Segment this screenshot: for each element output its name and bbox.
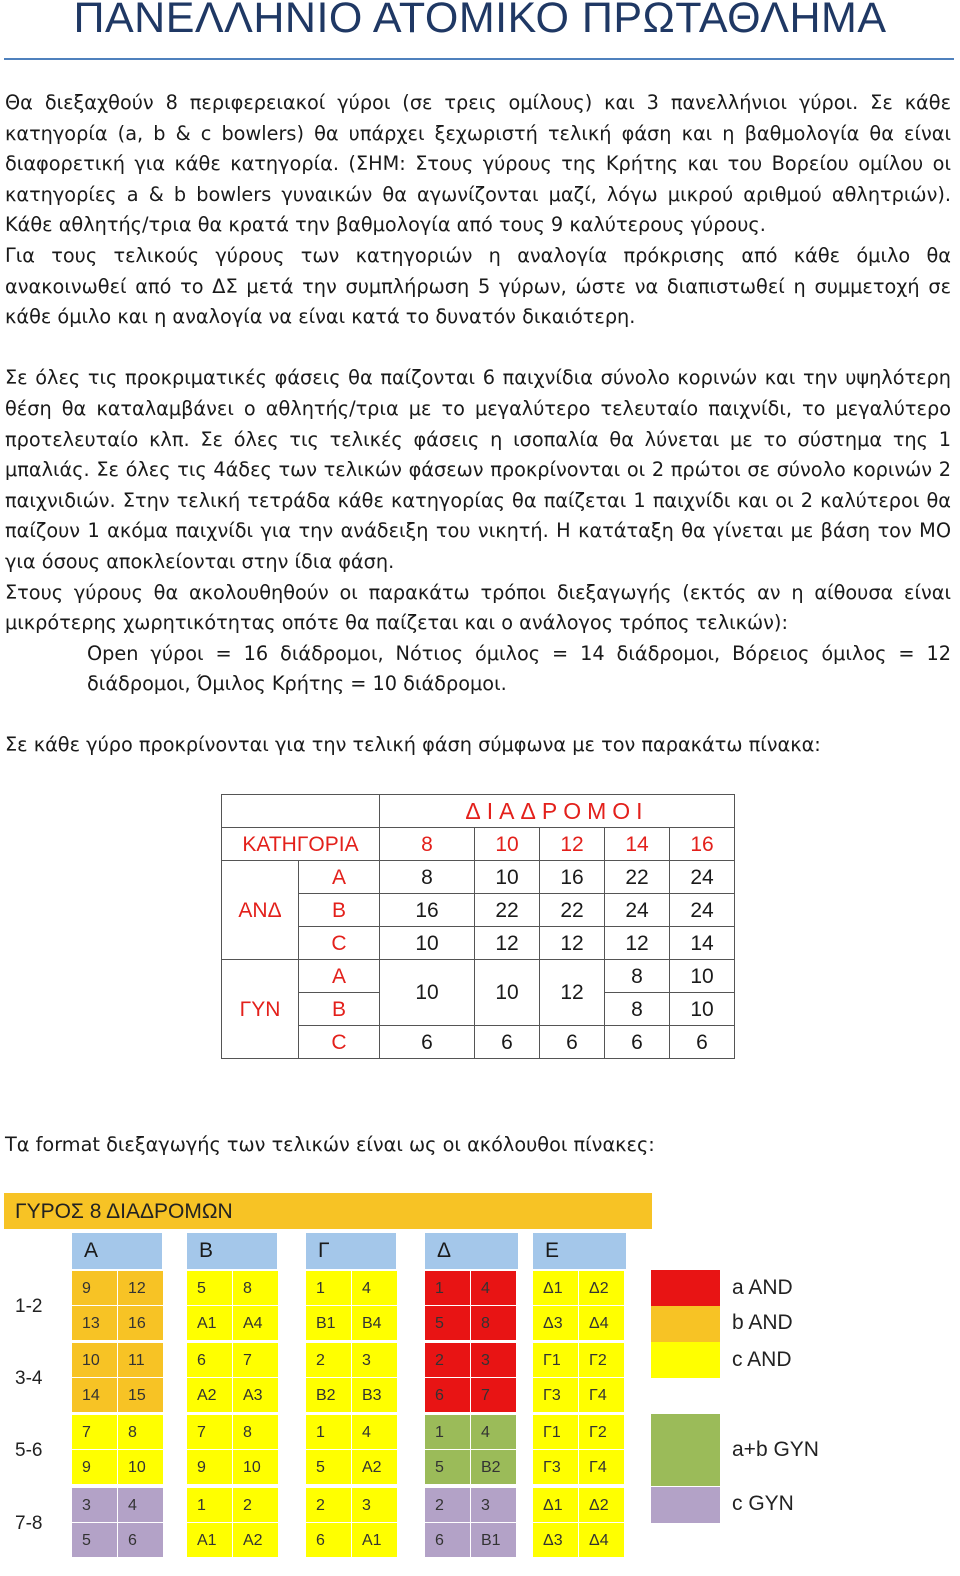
women-class-b: B <box>299 993 380 1026</box>
table-cell: 8 <box>380 861 475 894</box>
lane-cell-value: Δ4 <box>589 1315 609 1332</box>
lane-cell-value: 5 <box>316 1459 325 1476</box>
lane-cell <box>72 1271 117 1305</box>
lane-cell <box>306 1523 351 1557</box>
lane-cell-value: Α1 <box>197 1315 217 1332</box>
lane-cell <box>118 1450 163 1484</box>
lane-cell-value: Β2 <box>316 1387 336 1404</box>
table-cell: 6 <box>670 1026 735 1059</box>
lane-cell-value: 6 <box>128 1532 137 1549</box>
lane-cell-value: 2 <box>316 1352 325 1369</box>
lane-cell-value: 1 <box>435 1424 444 1441</box>
lane-cell-value: 4 <box>481 1424 490 1441</box>
lane-cell <box>471 1415 516 1449</box>
title-underline <box>4 58 954 60</box>
lanes-8: 8 <box>380 828 475 861</box>
lanes-16: 16 <box>670 828 735 861</box>
lane-cell <box>187 1415 232 1449</box>
lane-cell-value: 3 <box>481 1352 490 1369</box>
table-cell: 12 <box>605 927 670 960</box>
lane-cell <box>579 1488 624 1522</box>
lane-cell <box>471 1450 516 1484</box>
group-header-1 <box>72 1233 162 1269</box>
lane-cell-value: 10 <box>128 1459 146 1476</box>
table-cell: 10 <box>670 960 735 993</box>
table-cell: 10 <box>475 861 540 894</box>
lane-cell <box>471 1523 516 1557</box>
lane-cell <box>352 1306 397 1340</box>
lane-cell-value: 13 <box>82 1315 100 1332</box>
lane-cell <box>533 1450 578 1484</box>
lane-cell <box>187 1488 232 1522</box>
lane-cell-value: 8 <box>128 1424 137 1441</box>
lane-cell <box>72 1306 117 1340</box>
lane-cell <box>579 1343 624 1377</box>
lane-cell <box>579 1378 624 1412</box>
women-class-c: C <box>299 1026 380 1059</box>
lane-cell <box>187 1271 232 1305</box>
lane-cell <box>471 1378 516 1412</box>
table-cell: 8 <box>605 993 670 1026</box>
lane-cell <box>118 1271 163 1305</box>
lane-cell <box>118 1343 163 1377</box>
lane-cell <box>306 1343 351 1377</box>
lane-cell-value: 8 <box>481 1315 490 1332</box>
lane-cell-value: 1 <box>316 1280 325 1297</box>
lane-cell-value: 10 <box>243 1459 261 1476</box>
legend-swatch <box>651 1306 720 1342</box>
lane-cell <box>425 1415 470 1449</box>
lane-cell <box>425 1523 470 1557</box>
lane-cell <box>118 1306 163 1340</box>
lane-cell-value: 11 <box>128 1352 145 1369</box>
lane-cell-value: 2 <box>435 1497 444 1514</box>
row-label-games: 5-6 <box>15 1440 43 1461</box>
table-cell: 6 <box>380 1026 475 1059</box>
lane-cell <box>579 1523 624 1557</box>
lane-cell-value: Β1 <box>316 1315 336 1332</box>
lane-cell-value: 15 <box>128 1387 146 1404</box>
lane-cell-value: Δ2 <box>589 1497 609 1514</box>
lane-cell <box>352 1488 397 1522</box>
lane-cell <box>233 1415 278 1449</box>
legend-swatch <box>651 1414 720 1486</box>
lane-cell-value: 7 <box>82 1424 91 1441</box>
lane-cell <box>233 1488 278 1522</box>
page-title: ΠΑΝΕΛΛΗΝΙΟ ΑΤΟΜΙΚΟ ΠΡΩΤΑΘΛΗΜΑ <box>73 0 887 42</box>
group-header-label: Α <box>84 1239 99 1262</box>
lane-cell-value: 3 <box>362 1352 371 1369</box>
lane-cell-value: 4 <box>362 1424 371 1441</box>
lane-cell <box>471 1343 516 1377</box>
lane-cell-value: 3 <box>362 1497 371 1514</box>
lane-cell-value: 4 <box>481 1280 490 1297</box>
lane-cell <box>425 1450 470 1484</box>
table-cell: 24 <box>670 861 735 894</box>
lane-cell-value: Δ4 <box>589 1532 609 1549</box>
lane-cell-value: 3 <box>82 1497 91 1514</box>
lane-cell-value: Γ4 <box>589 1387 607 1404</box>
table-cell: 12 <box>475 927 540 960</box>
legend-label: b AND <box>732 1311 793 1334</box>
lane-cell-value: Α2 <box>197 1387 217 1404</box>
lane-cell <box>352 1271 397 1305</box>
lane-cell-value: 9 <box>82 1459 91 1476</box>
paragraph-formats-intro: Στους γύρους θα ακολουθηθούν οι παρακάτω τρόποι διεξαγωγής (εκτός αν η αίθουσα είναι μικρότερης χωρητικότητας οπότε θα παίζεται και ο ανάλογος τρόπος τελικών): <box>5 580 951 635</box>
table-corner <box>222 795 380 828</box>
lane-cell <box>579 1415 624 1449</box>
row-label-games: 1-2 <box>15 1296 43 1317</box>
lane-cell <box>425 1378 470 1412</box>
lane-cell <box>233 1306 278 1340</box>
lane-cell-value: Δ2 <box>589 1280 609 1297</box>
lane-cell-value: 6 <box>197 1352 206 1369</box>
lane-cell <box>352 1523 397 1557</box>
lane-cell-value: Α2 <box>362 1459 382 1476</box>
table-cell: 10 <box>670 993 735 1026</box>
lane-cell <box>72 1488 117 1522</box>
lane-cell <box>233 1343 278 1377</box>
legend-label: a AND <box>732 1276 793 1299</box>
legend-swatch <box>651 1342 720 1378</box>
lane-cell-value: 8 <box>243 1280 252 1297</box>
lane-cell <box>471 1488 516 1522</box>
lane-cell-value: 1 <box>316 1424 325 1441</box>
format-caption: Τα format διεξαγωγής των τελικών είναι ως οι ακόλουθοι πίνακες: <box>5 1133 655 1156</box>
qualification-table <box>221 794 735 1059</box>
lane-cell <box>187 1523 232 1557</box>
lane-cell-value: 3 <box>481 1497 490 1514</box>
lane-cell-value: Β3 <box>362 1387 382 1404</box>
lane-cell <box>533 1271 578 1305</box>
lane-cell <box>306 1271 351 1305</box>
lane-cell <box>306 1306 351 1340</box>
paragraph-finals-ratio: Για τους τελικούς γύρους των κατηγοριών η αναλογία πρόκρισης από κάθε όμιλο θα ανακοινωθεί από το ΔΣ μετά την συμπλήρωση 5 γύρων, ώστε να διαπιστωθεί η συμμετοχή σε κάθε όμιλο και η αναλογία να είναι κατά το δυνατόν δικαιότερη. <box>5 243 951 329</box>
paragraph-lane-counts: Open γύροι = 16 διάδρομοι, Νότιος όμιλος = 14 διάδρομοι, Βόρειος όμιλος = 12 διάδρομοι, Όμιλος Κρήτης = 10 διάδρομοι. <box>87 641 951 696</box>
group-header-label: Γ <box>318 1239 330 1262</box>
lane-cell-value: 5 <box>435 1315 444 1332</box>
table-cell: 16 <box>380 894 475 927</box>
legend-label: a+b GYN <box>732 1438 819 1461</box>
category-label: ΚΑΤΗΓΟΡΙΑ <box>222 828 380 861</box>
lane-cell <box>579 1306 624 1340</box>
legend-swatch <box>651 1270 720 1306</box>
lane-cell-value: 4 <box>128 1497 137 1514</box>
paragraph-table-intro: Σε κάθε γύρο προκρίνονται για την τελική φάση σύμφωνα με τον παρακάτω πίνακα: <box>5 733 821 757</box>
lane-cell <box>306 1378 351 1412</box>
lane-cell-value: Α2 <box>243 1532 263 1549</box>
lane-cell-value: 7 <box>481 1387 490 1404</box>
lane-cell-value: 5 <box>435 1459 444 1476</box>
table-cell: 16 <box>540 861 605 894</box>
lane-cell <box>352 1450 397 1484</box>
lane-cell <box>72 1415 117 1449</box>
lane-cell-value: Δ1 <box>543 1497 563 1514</box>
lane-cell-value: 4 <box>362 1280 371 1297</box>
lane-cell-value: 2 <box>243 1497 252 1514</box>
lane-cell-value: Β4 <box>362 1315 382 1332</box>
lane-cell-value: Δ3 <box>543 1532 563 1549</box>
lane-cell-value: 1 <box>197 1497 206 1514</box>
document-body <box>5 88 951 761</box>
format-title-bar <box>4 1193 652 1229</box>
lane-cell-value: 5 <box>82 1532 91 1549</box>
lanes-header: ΔΙΑΔΡΟΜΟΙ <box>380 795 735 828</box>
lane-cell <box>187 1378 232 1412</box>
table-cell: 8 <box>605 960 670 993</box>
lane-cell <box>471 1306 516 1340</box>
lane-cell <box>118 1523 163 1557</box>
women-label: ΓΥΝ <box>222 960 299 1059</box>
table-cell: 10 <box>380 927 475 960</box>
lane-cell <box>118 1378 163 1412</box>
lane-cell <box>233 1378 278 1412</box>
group-header-4 <box>425 1233 518 1269</box>
lane-cell-value: 9 <box>197 1459 206 1476</box>
lane-cell <box>72 1450 117 1484</box>
table-cell: 22 <box>605 861 670 894</box>
lane-cell <box>187 1450 232 1484</box>
lane-cell-value: Α3 <box>243 1387 263 1404</box>
lane-cell-value: 2 <box>435 1352 444 1369</box>
lane-cell-value: Γ2 <box>589 1352 607 1369</box>
lane-cell-value: 6 <box>316 1532 325 1549</box>
lane-cell-value: Α1 <box>197 1532 217 1549</box>
lane-cell-value: Β2 <box>481 1459 501 1476</box>
lane-cell-value: 8 <box>243 1424 252 1441</box>
table-cell: 22 <box>540 894 605 927</box>
row-label-games: 7-8 <box>15 1513 43 1534</box>
group-header-3 <box>306 1233 396 1269</box>
group-header-label: Ε <box>545 1239 560 1262</box>
lane-cell <box>352 1343 397 1377</box>
group-header-2 <box>187 1233 277 1269</box>
lane-cell-value: Γ3 <box>543 1387 561 1404</box>
lane-cell-value: Γ4 <box>589 1459 607 1476</box>
lane-cell-value: 10 <box>82 1352 100 1369</box>
lane-cell-value: 5 <box>197 1280 206 1297</box>
group-header-label: Β <box>199 1239 214 1262</box>
lane-cell-value: Γ2 <box>589 1424 607 1441</box>
lane-cell-value: Δ3 <box>543 1315 563 1332</box>
table-cell: 6 <box>540 1026 605 1059</box>
group-header-label: Δ <box>437 1239 452 1262</box>
men-label: ΑΝΔ <box>222 861 299 960</box>
paragraph-qualifying-rules: Σε όλες τις προκριματικές φάσεις θα παίζονται 6 παιχνίδια σύνολο κορινών και την υψηλότερη θέση θα καταλαμβάνει ο αθλητής/τρια με το μεγαλύτερο τελευταίο παιχνίδι, το μεγαλύτερο προτελευταίο κλπ. Σε όλες τις τελικές φάσεις η ισοπαλία θα λύνεται με το σύστημα της 1 μπαλιάς. Σε όλες τις 4άδες των τελικών φάσεων προκρίνονται οι 2 πρώτοι σε σύνολο κορινών 2 παιχνιδιών. Στην τελική τετράδα κάθε κατηγορίας θα παίζεται 1 παιχνίδι και οι 2 καλύτεροι θα παίζουν 1 ακόμα παιχνίδι για την ανάδειξη του νικητή. Η κατάταξη θα γίνεται με βάση τον ΜΟ για όσους αποκλείονται στην ίδια φάση. <box>5 366 951 573</box>
lane-cell <box>118 1415 163 1449</box>
lane-cell-value: Α1 <box>362 1532 382 1549</box>
table-cell: 12 <box>540 960 605 1026</box>
row-label-games: 3-4 <box>15 1368 43 1389</box>
lane-cell-value: Γ1 <box>543 1352 561 1369</box>
lane-cell-value: 7 <box>197 1424 206 1441</box>
group-header-5 <box>533 1233 626 1269</box>
lane-cell <box>425 1271 470 1305</box>
lane-cell <box>233 1271 278 1305</box>
table-cell: 24 <box>670 894 735 927</box>
lane-cell-value: Β1 <box>481 1532 501 1549</box>
lane-cell <box>72 1378 117 1412</box>
lane-cell <box>533 1488 578 1522</box>
lane-cell-value: 12 <box>128 1280 146 1297</box>
lane-cell <box>187 1343 232 1377</box>
legend-label: c AND <box>732 1348 792 1371</box>
men-class-c: C <box>299 927 380 960</box>
lanes-14: 14 <box>605 828 670 861</box>
lane-cell-value: 1 <box>435 1280 444 1297</box>
lane-cell <box>471 1271 516 1305</box>
lane-cell <box>306 1415 351 1449</box>
lane-cell <box>425 1306 470 1340</box>
lane-cell <box>533 1378 578 1412</box>
lane-cell <box>533 1343 578 1377</box>
lane-cell <box>352 1415 397 1449</box>
lane-cell-value: 6 <box>435 1532 444 1549</box>
lane-cell <box>533 1523 578 1557</box>
legend-label: c GYN <box>732 1492 794 1515</box>
table-cell: 6 <box>475 1026 540 1059</box>
legend-swatch <box>651 1487 720 1523</box>
men-class-a: A <box>299 861 380 894</box>
lane-cell <box>72 1343 117 1377</box>
lane-cell <box>72 1523 117 1557</box>
lane-cell <box>533 1415 578 1449</box>
lane-cell <box>352 1378 397 1412</box>
table-cell: 10 <box>475 960 540 1026</box>
lane-cell <box>187 1306 232 1340</box>
lane-cell <box>233 1450 278 1484</box>
lane-cell-value: 2 <box>316 1497 325 1514</box>
lane-cell <box>533 1306 578 1340</box>
lane-cell-value: Γ3 <box>543 1459 561 1476</box>
lane-cell <box>579 1450 624 1484</box>
lane-cell <box>118 1488 163 1522</box>
men-class-b: B <box>299 894 380 927</box>
lane-cell-value: Α4 <box>243 1315 263 1332</box>
table-cell: 14 <box>670 927 735 960</box>
lane-cell-value: 6 <box>435 1387 444 1404</box>
table-cell: 6 <box>605 1026 670 1059</box>
lanes-10: 10 <box>475 828 540 861</box>
lane-cell-value: Δ1 <box>543 1280 563 1297</box>
lane-cell-value: 14 <box>82 1387 100 1404</box>
lane-cell-value: 9 <box>82 1280 91 1297</box>
lane-cell-value: Γ1 <box>543 1424 561 1441</box>
table-cell: 22 <box>475 894 540 927</box>
lane-cell-value: 7 <box>243 1352 252 1369</box>
lane-cell-value: 16 <box>128 1315 146 1332</box>
lanes-12: 12 <box>540 828 605 861</box>
format-title: ΓΥΡΟΣ 8 ΔΙΑΔΡΟΜΩΝ <box>15 1200 233 1223</box>
lane-cell <box>425 1488 470 1522</box>
paragraph-rounds: Θα διεξαχθούν 8 περιφερειακοί γύροι (σε τρεις ομίλους) και 3 πανελλήνιοι γύροι. Σε κάθε κατηγορία (a, b & c bowlers) θα υπάρχει ξεχωριστή τελική φάση και η βαθμολογία θα είναι διαφορετική για κάθε κατηγορία. (ΣΗΜ: Στους γύρους της Κρήτης και του Βορείου ομίλου οι κατηγορίες a & b bowlers γυναικών θα αγωνίζονται μαζί, λόγω μικρού αριθμού αθλητριών). Κάθε αθλητής/τρια θα κρατά την βαθμολογία από τους 9 καλύτερους γύρους. <box>5 91 951 237</box>
table-cell: 24 <box>605 894 670 927</box>
lane-cell <box>579 1271 624 1305</box>
lane-cell <box>306 1450 351 1484</box>
lane-cell <box>306 1488 351 1522</box>
lane-cell <box>425 1343 470 1377</box>
women-class-a: A <box>299 960 380 993</box>
lane-cell <box>233 1523 278 1557</box>
table-cell: 10 <box>380 960 475 1026</box>
table-cell: 12 <box>540 927 605 960</box>
